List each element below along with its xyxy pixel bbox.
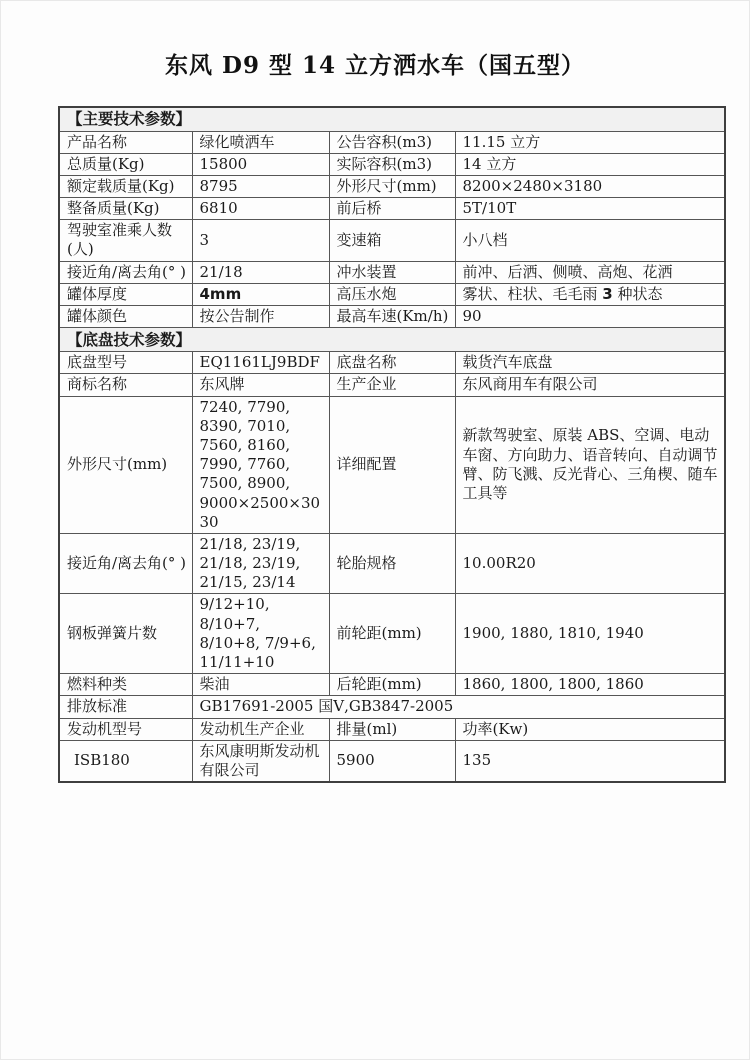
cell-value: 21/18, 23/19, 21/18, 23/19, 21/15, 23/14 (192, 533, 329, 594)
cell-value: 前冲、后洒、侧喷、高炮、花洒 (455, 261, 725, 283)
cell-label: 驾驶室准乘人数(人) (59, 220, 192, 261)
cell-value: 6810 (192, 198, 329, 220)
water-cannon-text: 雾状、柱状、毛毛雨 (462, 284, 603, 303)
cell-label: 高压水炮 (329, 283, 455, 305)
cell-value: 绿化喷洒车 (192, 131, 329, 153)
cell-label: 前轮距(mm) (329, 594, 455, 674)
cell-label: 发动机型号 (59, 718, 192, 740)
cell-label: 罐体厚度 (59, 283, 192, 305)
cell-label: 前后桥 (329, 198, 455, 220)
water-cannon-count: 3 (602, 284, 613, 303)
cell-value: 11.15 立方 (455, 131, 725, 153)
row-tank-color (59, 306, 725, 328)
cell-value: 小八档 (455, 220, 725, 261)
row-fuel-type (59, 674, 725, 696)
cell-value: 载货汽车底盘 (455, 352, 725, 374)
section-chassis-params (59, 328, 725, 352)
cell-label: 轮胎规格 (329, 533, 455, 594)
cell-label: 排放标准 (59, 696, 192, 718)
engine-power: 135 (455, 740, 725, 782)
row-dimensions (59, 396, 725, 533)
row-emission-standard (59, 696, 725, 718)
cell-label: 商标名称 (59, 374, 192, 396)
cell-label: 变速箱 (329, 220, 455, 261)
cell-label: 底盘型号 (59, 352, 192, 374)
cell-value: 8200×2480×3180 (455, 175, 725, 197)
cell-value: EQ1161LJ9BDF (192, 352, 329, 374)
cell-value: 15800 (192, 153, 329, 175)
row-total-mass (59, 153, 725, 175)
cell-value: 9/12+10, 8/10+7, 8/10+8, 7/9+6, 11/11+10 (192, 594, 329, 674)
cell-label: 燃料种类 (59, 674, 192, 696)
cell-label: 冲水装置 (329, 261, 455, 283)
cell-label: 总质量(Kg) (59, 153, 192, 175)
cell-label: 钢板弹簧片数 (59, 594, 192, 674)
cell-label: 实际容积(m3) (329, 153, 455, 175)
cell-value: 21/18 (192, 261, 329, 283)
engine-displacement: 5900 (329, 740, 455, 782)
spec-table (58, 106, 726, 783)
section-header: 【底盘技术参数】 (59, 328, 725, 352)
section-header: 【主要技术参数】 (59, 107, 725, 131)
row-engine (59, 740, 725, 782)
cell-label: 罐体颜色 (59, 306, 192, 328)
cell-value: 10.00R20 (455, 533, 725, 594)
cell-label: 公告容积(m3) (329, 131, 455, 153)
cell-label: 功率(Kw) (455, 718, 725, 740)
cell-label: 接近角/离去角(° ) (59, 533, 192, 594)
water-cannon-text: 种状态 (612, 284, 663, 303)
cell-label: 整备质量(Kg) (59, 198, 192, 220)
cell-label: 底盘名称 (329, 352, 455, 374)
cell-value: 柴油 (192, 674, 329, 696)
cell-value: 按公告制作 (192, 306, 329, 328)
row-chassis-model (59, 352, 725, 374)
cell-label: 生产企业 (329, 374, 455, 396)
cell-value (455, 283, 725, 305)
cell-value: 14 立方 (455, 153, 725, 175)
cell-label: 产品名称 (59, 131, 192, 153)
cell-label: 最高车速(Km/h) (329, 306, 455, 328)
engine-model: ISB180 (59, 740, 192, 782)
cell-value: 东风牌 (192, 374, 329, 396)
cell-label: 接近角/离去角(° ) (59, 261, 192, 283)
row-cab-seats (59, 220, 725, 261)
cell-value: GB17691-2005 国Ⅴ,GB3847-2005 (192, 696, 725, 718)
cell-value: 4mm (192, 283, 329, 305)
row-tank-thickness (59, 283, 725, 305)
cell-value: 新款驾驶室、原装 ABS、空调、电动车窗、方向助力、语音转向、自动调节臂、防飞溅、反光背心、三角楔、随车工具等 (455, 396, 725, 533)
cell-label: 详细配置 (329, 396, 455, 533)
cell-label: 后轮距(mm) (329, 674, 455, 696)
cell-value: 1860, 1800, 1800, 1860 (455, 674, 725, 696)
cell-label: 外形尺寸(mm) (59, 396, 192, 533)
section-main-params (59, 107, 725, 131)
cell-value: 8795 (192, 175, 329, 197)
cell-value: 东风商用车有限公司 (455, 374, 725, 396)
cell-value: 5T/10T (455, 198, 725, 220)
page-title: 东风 D9 型 14 立方洒水车（国五型） (165, 52, 585, 79)
cell-value: 7240, 7790, 8390, 7010, 7560, 8160, 7990, 7760, 7500, 8900, 9000×2500×3030 (192, 396, 329, 533)
row-curb-weight (59, 198, 725, 220)
row-engine-header (59, 718, 725, 740)
engine-manufacturer: 东风康明斯发动机有限公司 (192, 740, 329, 782)
row-rated-load (59, 175, 725, 197)
row-approach-angle (59, 261, 725, 283)
cell-label: 外形尺寸(mm) (329, 175, 455, 197)
cell-label: 发动机生产企业 (192, 718, 329, 740)
row-product-name (59, 131, 725, 153)
row-leaf-springs (59, 594, 725, 674)
cell-value: 3 (192, 220, 329, 261)
cell-label: 排量(ml) (329, 718, 455, 740)
cell-value: 1900, 1880, 1810, 1940 (455, 594, 725, 674)
cell-label: 额定载质量(Kg) (59, 175, 192, 197)
row-brand (59, 374, 725, 396)
cell-value: 90 (455, 306, 725, 328)
row-approach-angle-chassis (59, 533, 725, 594)
